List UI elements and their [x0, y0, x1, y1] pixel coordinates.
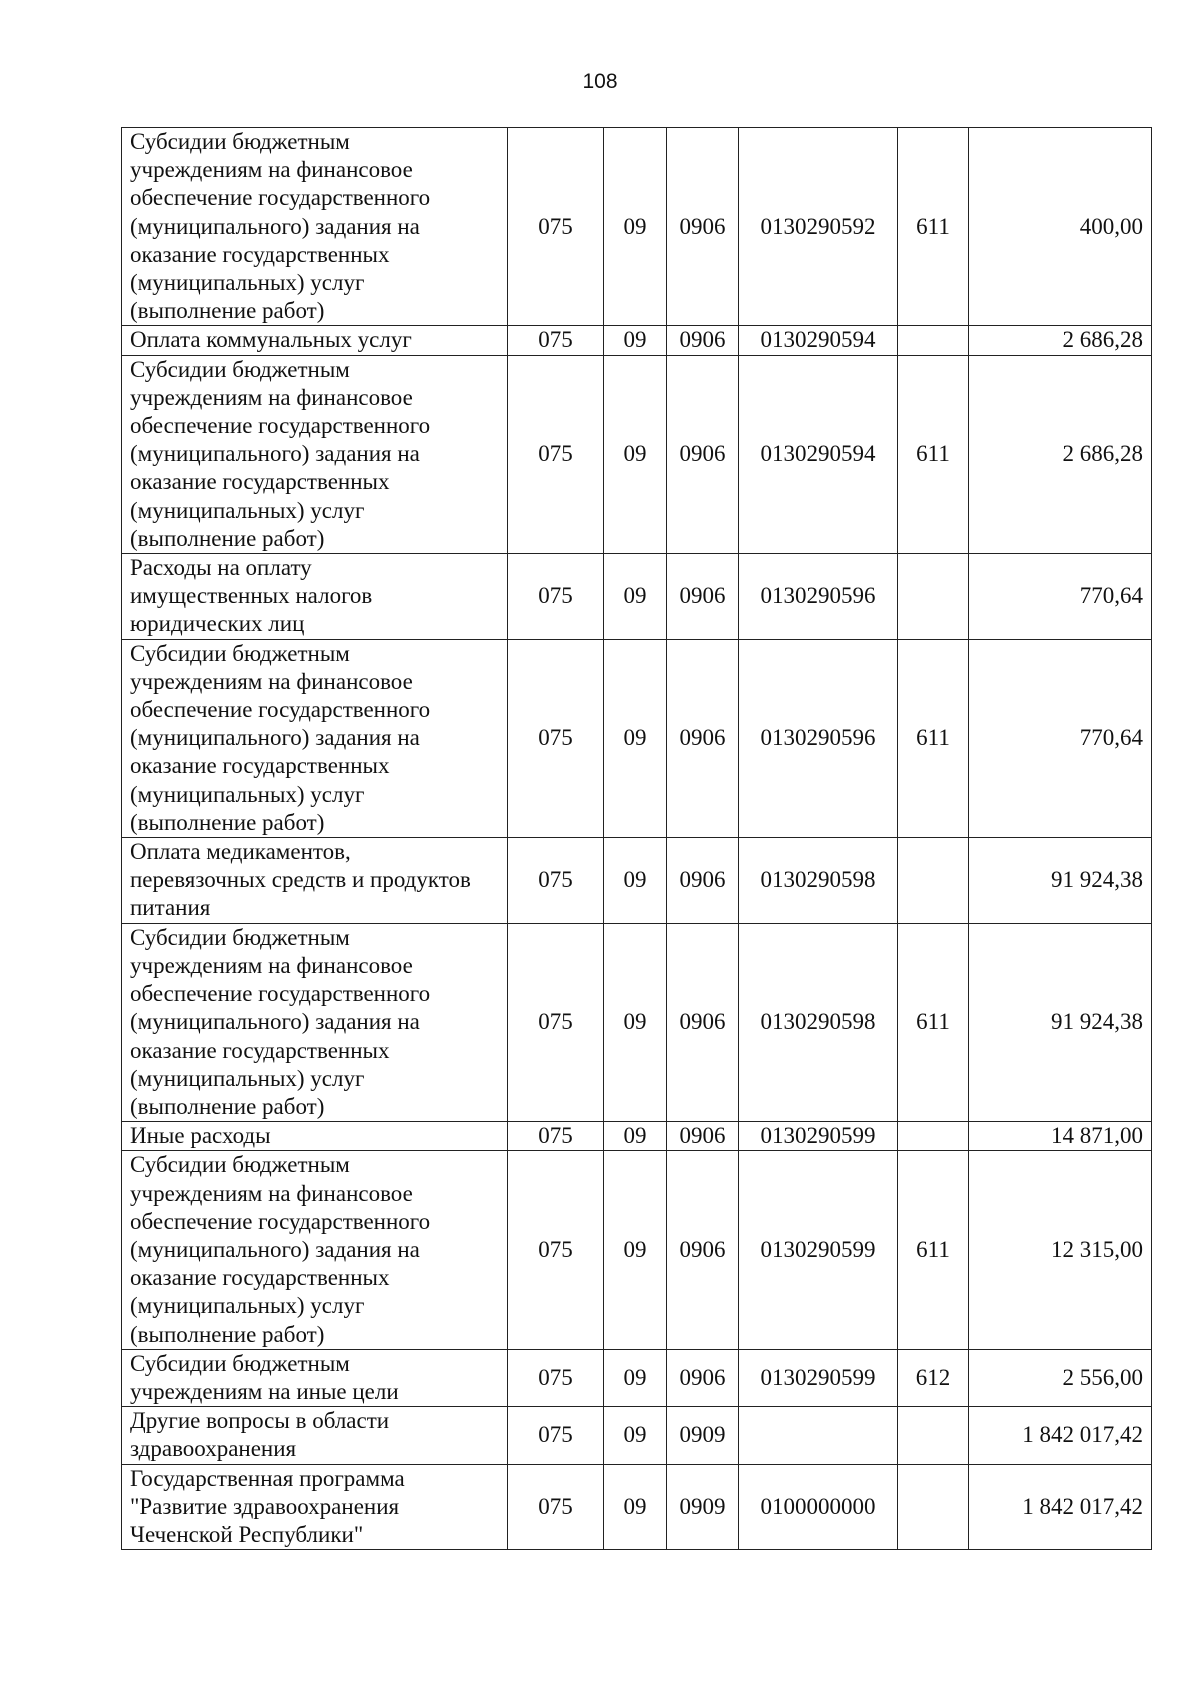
- item-name-line: Субсидии бюджетным: [130, 1350, 350, 1376]
- target-article-cell: 0130290596: [739, 554, 898, 640]
- item-name-line: Чеченской Республики": [130, 1521, 364, 1547]
- item-name-line: имущественных налогов: [130, 583, 373, 609]
- item-name-line: (муниципальных) услуг: [130, 497, 365, 523]
- item-name-line: (выполнение работ): [130, 525, 325, 551]
- item-name-line: оказание государственных: [130, 753, 390, 779]
- ministry-code-cell: 075: [508, 1464, 604, 1550]
- item-name-line: Государственная программа: [130, 1465, 405, 1491]
- item-name-line: здравоохранения: [130, 1436, 297, 1462]
- expense-type-cell: 611: [898, 128, 969, 326]
- target-article-cell: 0130290599: [739, 1151, 898, 1349]
- target-article-cell: 0100000000: [739, 1464, 898, 1550]
- section-code-cell: 09: [604, 326, 667, 355]
- subsection-code-cell: 0906: [667, 838, 739, 924]
- table-row: [122, 639, 1152, 837]
- ministry-code-cell: 075: [508, 1122, 604, 1151]
- amount-cell: 91 924,38: [969, 838, 1152, 924]
- ministry-code-cell: 075: [508, 326, 604, 355]
- section-code-cell: 09: [604, 1122, 667, 1151]
- item-name-line: (муниципальных) услуг: [130, 1065, 365, 1091]
- table-row: [122, 1122, 1152, 1151]
- item-name-line: оказание государственных: [130, 469, 390, 495]
- amount-cell: 14 871,00: [969, 1122, 1152, 1151]
- ministry-code-cell: 075: [508, 923, 604, 1121]
- amount-cell: 1 842 017,42: [969, 1407, 1152, 1464]
- item-name-line: (муниципального) задания на: [130, 1236, 420, 1262]
- item-name-cell: [122, 326, 508, 355]
- budget-table-body: [122, 128, 1152, 1550]
- item-name-line: Субсидии бюджетным: [130, 1152, 350, 1178]
- item-name-line: (муниципального) задания на: [130, 213, 420, 239]
- item-name-line: оказание государственных: [130, 241, 390, 267]
- item-name-line: питания: [130, 895, 211, 921]
- item-name-line: (муниципального) задания на: [130, 441, 420, 467]
- item-name-line: (выполнение работ): [130, 809, 325, 835]
- subsection-code-cell: 0906: [667, 326, 739, 355]
- item-name-line: Субсидии бюджетным: [130, 129, 350, 154]
- item-name-line: Субсидии бюджетным: [130, 924, 350, 950]
- table-row: [122, 355, 1152, 553]
- item-name-line: учреждениям на финансовое: [130, 384, 413, 410]
- item-name-cell: [122, 128, 508, 326]
- expense-type-cell: 611: [898, 1151, 969, 1349]
- subsection-code-cell: 0906: [667, 554, 739, 640]
- item-name-line: Другие вопросы в области: [130, 1408, 390, 1434]
- amount-cell: 12 315,00: [969, 1151, 1152, 1349]
- item-name-line: (муниципальных) услуг: [130, 270, 365, 296]
- item-name-cell: [122, 1407, 508, 1464]
- table-row: [122, 1349, 1152, 1406]
- section-code-cell: 09: [604, 554, 667, 640]
- expense-type-cell: 611: [898, 639, 969, 837]
- expense-type-cell: 611: [898, 923, 969, 1121]
- expense-type-cell: 612: [898, 1349, 969, 1406]
- item-name-line: (выполнение работ): [130, 1093, 325, 1119]
- item-name-cell: [122, 838, 508, 924]
- expense-type-cell: [898, 1407, 969, 1464]
- ministry-code-cell: 075: [508, 128, 604, 326]
- item-name-line: учреждениям на иные цели: [130, 1378, 399, 1404]
- subsection-code-cell: 0906: [667, 639, 739, 837]
- expense-type-cell: [898, 838, 969, 924]
- item-name-line: (муниципальных) услуг: [130, 1293, 365, 1319]
- target-article-cell: 0130290594: [739, 326, 898, 355]
- amount-cell: 770,64: [969, 554, 1152, 640]
- table-row: [122, 1151, 1152, 1349]
- item-name-line: обеспечение государственного: [130, 697, 431, 723]
- item-name-line: учреждениям на финансовое: [130, 952, 413, 978]
- expense-type-cell: 611: [898, 355, 969, 553]
- item-name-line: оказание государственных: [130, 1265, 390, 1291]
- item-name-line: оказание государственных: [130, 1037, 390, 1063]
- expense-type-cell: [898, 1122, 969, 1151]
- item-name-line: учреждениям на финансовое: [130, 157, 413, 183]
- subsection-code-cell: 0909: [667, 1464, 739, 1550]
- expense-type-cell: [898, 326, 969, 355]
- section-code-cell: 09: [604, 355, 667, 553]
- amount-cell: 2 686,28: [969, 326, 1152, 355]
- item-name-line: Субсидии бюджетным: [130, 640, 350, 666]
- subsection-code-cell: 0906: [667, 355, 739, 553]
- table-row: [122, 1464, 1152, 1550]
- amount-cell: 91 924,38: [969, 923, 1152, 1121]
- ministry-code-cell: 075: [508, 1151, 604, 1349]
- item-name-cell: [122, 923, 508, 1121]
- section-code-cell: 09: [604, 1349, 667, 1406]
- ministry-code-cell: 075: [508, 1349, 604, 1406]
- item-name-cell: [122, 355, 508, 553]
- item-name-line: обеспечение государственного: [130, 185, 431, 211]
- table-row: [122, 1407, 1152, 1464]
- section-code-cell: 09: [604, 1464, 667, 1550]
- item-name-line: обеспечение государственного: [130, 1208, 431, 1234]
- item-name-line: Расходы на оплату: [130, 555, 312, 581]
- item-name-line: учреждениям на финансовое: [130, 668, 413, 694]
- target-article-cell: 0130290599: [739, 1349, 898, 1406]
- section-code-cell: 09: [604, 128, 667, 326]
- item-name-line: обеспечение государственного: [130, 413, 431, 439]
- item-name-line: Субсидии бюджетным: [130, 356, 350, 382]
- item-name-cell: [122, 1464, 508, 1550]
- page-number: 108: [582, 70, 618, 93]
- table-row: [122, 838, 1152, 924]
- item-name-cell: [122, 1349, 508, 1406]
- section-code-cell: 09: [604, 838, 667, 924]
- item-name-line: обеспечение государственного: [130, 981, 431, 1007]
- item-name-line: (выполнение работ): [130, 298, 325, 324]
- item-name-cell: [122, 554, 508, 640]
- ministry-code-cell: 075: [508, 639, 604, 837]
- item-name-line: учреждениям на финансовое: [130, 1180, 413, 1206]
- target-article-cell: 0130290598: [739, 838, 898, 924]
- amount-cell: 1 842 017,42: [969, 1464, 1152, 1550]
- amount-cell: 2 556,00: [969, 1349, 1152, 1406]
- target-article-cell: 0130290592: [739, 128, 898, 326]
- item-name-cell: [122, 1122, 508, 1151]
- target-article-cell: 0130290594: [739, 355, 898, 553]
- item-name-line: Иные расходы: [130, 1123, 271, 1149]
- item-name-cell: [122, 639, 508, 837]
- item-name-line: (муниципального) задания на: [130, 1009, 420, 1035]
- amount-cell: 400,00: [969, 128, 1152, 326]
- subsection-code-cell: 0906: [667, 1151, 739, 1349]
- item-name-line: (муниципального) задания на: [130, 725, 420, 751]
- section-code-cell: 09: [604, 1151, 667, 1349]
- budget-table: [121, 127, 1152, 1550]
- item-name-line: перевязочных средств и продуктов: [130, 867, 471, 893]
- table-row: [122, 128, 1152, 326]
- item-name-cell: [122, 1151, 508, 1349]
- target-article-cell: 0130290599: [739, 1122, 898, 1151]
- section-code-cell: 09: [604, 1407, 667, 1464]
- ministry-code-cell: 075: [508, 1407, 604, 1464]
- ministry-code-cell: 075: [508, 838, 604, 924]
- item-name-line: Оплата медикаментов,: [130, 839, 351, 865]
- amount-cell: 770,64: [969, 639, 1152, 837]
- table-row: [122, 554, 1152, 640]
- subsection-code-cell: 0906: [667, 128, 739, 326]
- subsection-code-cell: 0909: [667, 1407, 739, 1464]
- item-name-line: юридических лиц: [130, 611, 305, 637]
- ministry-code-cell: 075: [508, 355, 604, 553]
- table-row: [122, 326, 1152, 355]
- table-row: [122, 923, 1152, 1121]
- expense-type-cell: [898, 1464, 969, 1550]
- expense-type-cell: [898, 554, 969, 640]
- subsection-code-cell: 0906: [667, 1122, 739, 1151]
- item-name-line: Оплата коммунальных услуг: [130, 327, 412, 353]
- section-code-cell: 09: [604, 639, 667, 837]
- item-name-line: (выполнение работ): [130, 1321, 325, 1347]
- subsection-code-cell: 0906: [667, 1349, 739, 1406]
- target-article-cell: [739, 1407, 898, 1464]
- item-name-line: "Развитие здравоохранения: [130, 1493, 400, 1519]
- ministry-code-cell: 075: [508, 554, 604, 640]
- subsection-code-cell: 0906: [667, 923, 739, 1121]
- amount-cell: 2 686,28: [969, 355, 1152, 553]
- item-name-line: (муниципальных) услуг: [130, 781, 365, 807]
- section-code-cell: 09: [604, 923, 667, 1121]
- target-article-cell: 0130290596: [739, 639, 898, 837]
- target-article-cell: 0130290598: [739, 923, 898, 1121]
